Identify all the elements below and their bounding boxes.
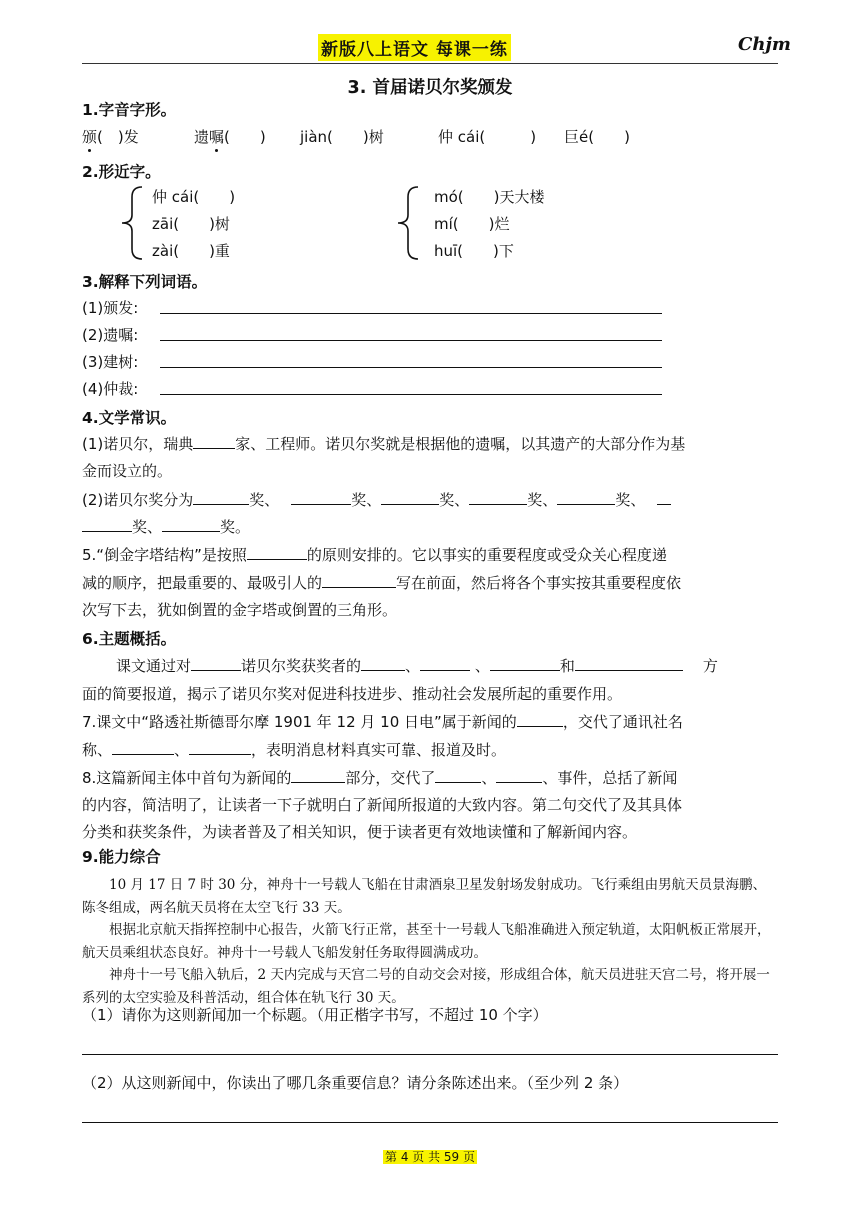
s5-line-1: 5.“倒金字塔结构”是按照 的原则安排的。它以事实的重要程度或受众关心程度递 xyxy=(82,546,667,564)
s4-line-4: 奖、 奖。 xyxy=(82,516,250,537)
section-2-heading: 2.形近字。 xyxy=(82,163,161,181)
header-divider xyxy=(82,63,778,64)
s1-item-5[interactable]: 巨é( ) xyxy=(564,128,630,146)
blank[interactable] xyxy=(291,767,345,783)
blank[interactable] xyxy=(112,739,174,755)
s5-line-2: 减的顺序，把最重要的、最吸引人的 写在前面，然后将各个事实按其重要程度依 xyxy=(82,574,682,592)
blank[interactable] xyxy=(247,544,307,560)
s7-line-2: 称、 、 ，表明消息材料真实可靠、报道及时。 xyxy=(82,741,507,759)
blank[interactable] xyxy=(517,711,563,727)
s2-left-1[interactable]: 仲 cái( ) xyxy=(152,188,236,206)
blank[interactable] xyxy=(420,655,470,671)
blank[interactable] xyxy=(496,767,542,783)
page-number: 第 4 页 共 59 页 xyxy=(385,1150,475,1164)
s6-line-1: 课文通过对 诺贝尔奖获奖者的 、 、 和 方 xyxy=(116,657,718,675)
s9-answer-line-2[interactable] xyxy=(82,1122,778,1123)
s3-answer-line-2[interactable] xyxy=(160,340,662,341)
s1-item-3[interactable]: jiàn( )树 xyxy=(300,128,384,146)
blank[interactable] xyxy=(435,767,481,783)
s8-line-2: 的内容，简洁明了，让读者一下子就明白了新闻所报道的大致内容。第二句交代了及其具体 xyxy=(82,796,683,814)
s9-question-1: （1）请你为这则新闻加一个标题。（用正楷字书写，不超过 10 个字） xyxy=(82,1006,548,1024)
s1-item-4[interactable]: 仲 cái( ) xyxy=(438,128,537,146)
s3-term-4: (4)仲裁: xyxy=(82,380,139,398)
blank[interactable] xyxy=(490,655,560,671)
s4-line-2: 金而设立的。 xyxy=(82,462,173,480)
s2-right-2[interactable]: mí( )烂 xyxy=(434,215,510,233)
section-6-heading: 6.主题概括。 xyxy=(82,630,177,648)
s3-answer-line-4[interactable] xyxy=(160,394,662,395)
lesson-title: 3. 首届诺贝尔奖颁发 xyxy=(347,78,513,98)
s3-answer-line-3[interactable] xyxy=(160,367,662,368)
s1-item-2[interactable]: 遗嘱( ) xyxy=(194,128,266,146)
right-brace-icon xyxy=(392,183,422,263)
s9-question-2: （2）从这则新闻中，你读出了哪几条重要信息？请分条陈述出来。（至少列 2 条） xyxy=(82,1074,629,1092)
blank[interactable] xyxy=(381,489,439,505)
blank[interactable] xyxy=(469,489,527,505)
s7-line-1: 7.课文中“路透社斯德哥尔摩 1901 年 12 月 10 日电”属于新闻的 ，交代了通讯社名 xyxy=(82,713,683,731)
section-1-heading: 1.字音字形。 xyxy=(82,101,177,119)
blank[interactable] xyxy=(193,489,249,505)
blank[interactable] xyxy=(575,655,683,671)
s6-line-2: 面的简要报道，揭示了诺贝尔奖对促进科技进步、推动社会发展所起的重要作用。 xyxy=(82,685,623,703)
section-3-heading: 3.解释下列词语。 xyxy=(82,273,208,291)
s4-line-1: (1)诺贝尔，瑞典 家、工程师。诺贝尔奖就是根据他的遗嘱，以其遗产的大部分作为基 xyxy=(82,435,686,453)
s3-term-3: (3)建树: xyxy=(82,353,139,371)
s2-right-3[interactable]: huī( )下 xyxy=(434,242,514,260)
left-brace-icon xyxy=(120,183,150,263)
blank[interactable] xyxy=(322,572,396,588)
blank[interactable] xyxy=(361,655,405,671)
s9-answer-line-1[interactable] xyxy=(82,1054,778,1055)
blank[interactable] xyxy=(193,433,235,449)
blank[interactable] xyxy=(162,516,220,532)
s3-term-1: (1)颁发: xyxy=(82,299,139,317)
blank[interactable] xyxy=(82,516,132,532)
page-footer xyxy=(0,1148,860,1165)
s2-left-2[interactable]: zāi( )树 xyxy=(152,215,230,233)
blank[interactable] xyxy=(191,655,241,671)
news-paragraph-1: 10 月 17 日 7 时 30 分，神舟十一号载人飞船在甘肃酒泉卫星发射场发射成功。飞行乘组由男航天员景海鹏、陈冬组成，两名航天员将在太空飞行 33 天。 xyxy=(82,877,767,916)
s2-right-1[interactable]: mó( )天大楼 xyxy=(434,188,545,206)
news-paragraph-2: 根据北京航天指挥控制中心报告，火箭飞行正常，甚至十一号载人飞船准确进入预定轨道，太阳帆板正常展开，航天员乘组状态良好。神舟十一号载人飞船发射任务取得圆满成功。 xyxy=(82,922,771,961)
blank[interactable] xyxy=(657,489,671,505)
header-title: 新版八上语文 每课一练 xyxy=(318,34,511,61)
section-4-heading: 4.文学常识。 xyxy=(82,409,177,427)
s3-answer-line-1[interactable] xyxy=(160,313,662,314)
s3-term-2: (2)遗嘱: xyxy=(82,326,139,344)
blank[interactable] xyxy=(557,489,615,505)
blank[interactable] xyxy=(291,489,351,505)
s5-line-3: 次写下去，犹如倒置的金字塔或倒置的三角形。 xyxy=(82,601,398,619)
blank[interactable] xyxy=(189,739,251,755)
s4-line-3: (2)诺贝尔奖分为 奖、 奖、 奖、 奖、 奖、 xyxy=(82,489,671,510)
news-passage xyxy=(82,874,778,1009)
s8-line-3: 分类和获奖条件，为读者普及了相关知识，便于读者更有效地读懂和了解新闻内容。 xyxy=(82,823,638,841)
section-9-heading: 9.能力综合 xyxy=(82,848,161,866)
s1-item-1[interactable]: 颁( )发 xyxy=(82,128,139,146)
s2-left-3[interactable]: zài( )重 xyxy=(152,242,230,260)
news-paragraph-3: 神舟十一号飞船入轨后，2 天内完成与天宫二号的自动交会对接，形成组合体，航天员进驻天宫二号，将开展一系列的太空实验及科普活动，组合体在轨飞行 30 天。 xyxy=(82,967,770,1006)
header-logo: Chjm xyxy=(738,34,791,55)
s8-line-1: 8.这篇新闻主体中首句为新闻的 部分，交代了 、 、事件，总括了新闻 xyxy=(82,769,678,787)
